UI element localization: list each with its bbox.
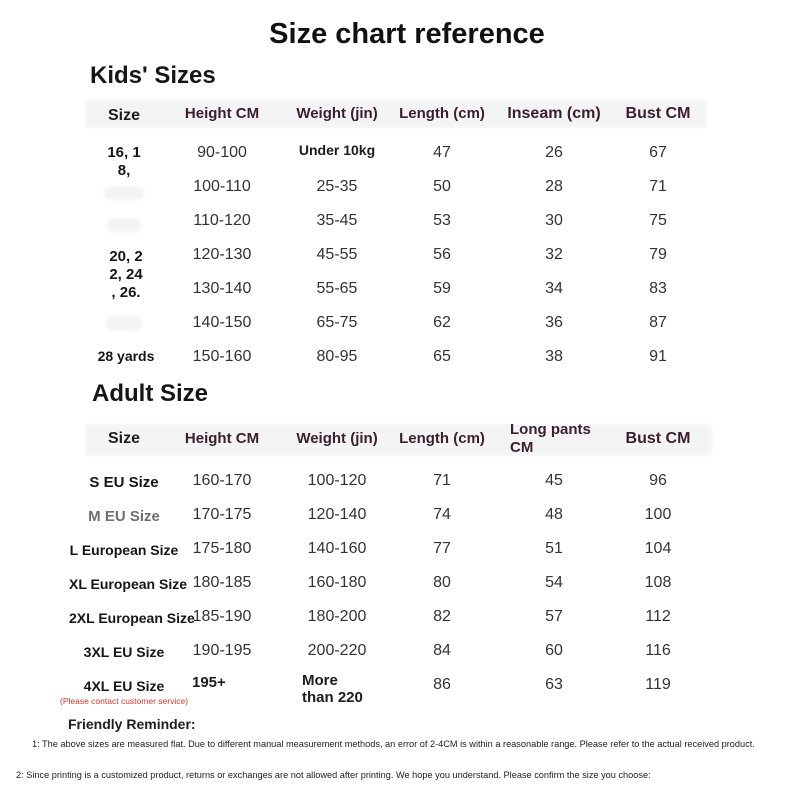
adult-col-header: Long pants CM	[510, 421, 591, 456]
kids-col-header: Weight (jin)	[296, 105, 378, 122]
adult-table-cell: 180-185	[192, 574, 252, 591]
kids-table-cell: 100-110	[193, 178, 251, 195]
kids-table-cell: 38	[545, 348, 563, 365]
kids-col-header: Size	[107, 107, 140, 124]
adult-size-label: 2XL European Size	[69, 610, 195, 626]
friendly-reminder-heading: Friendly Reminder:	[68, 716, 196, 732]
adult-table-cell: 195+	[192, 674, 226, 691]
kids-table-cell: 110-120	[193, 212, 251, 229]
kids-table-cell: 67	[649, 144, 667, 161]
kids-table-cell: 30	[545, 212, 563, 229]
adult-col-header: Size	[107, 430, 140, 447]
kids-table-cell: 56	[433, 246, 451, 263]
adult-table-cell: 60	[545, 642, 563, 659]
kids-table-cell: 26	[545, 144, 563, 161]
kids-table-cell: 34	[545, 280, 563, 297]
adult-col-header: Length (cm)	[399, 430, 485, 447]
blurred-placeholder	[107, 218, 141, 232]
adult-col-header: Weight (jin)	[296, 430, 378, 447]
adult-size-label: XL European Size	[69, 576, 187, 592]
kids-table-cell: 35-45	[316, 212, 358, 229]
kids-table-cell: 75	[649, 212, 667, 229]
adult-table-cell: 48	[545, 506, 563, 523]
adult-table-cell: 84	[433, 642, 451, 659]
adult-table-cell: 100-120	[307, 472, 367, 489]
adult-table-cell: 119	[645, 676, 671, 693]
adult-table-cell: More than 220	[302, 672, 363, 706]
adult-table-cell: 170-175	[192, 506, 252, 523]
adult-table-cell: 108	[644, 574, 672, 591]
kids-table-cell: 53	[433, 212, 451, 229]
reminder-note-1: 1: The above sizes are measured flat. Due to different manual measurement methods, an error of 2-4CM is within a reasonable range. Please refer to the actual received product.	[32, 739, 755, 749]
kids-section-heading: Kids' Sizes	[90, 62, 216, 89]
adult-size-label: S EU Size	[89, 474, 159, 491]
kids-table-cell: Under 10kg	[298, 142, 376, 158]
kids-table-cell: 36	[545, 314, 563, 331]
kids-col-header: Length (cm)	[399, 105, 485, 122]
kids-table-cell: 28	[545, 178, 563, 195]
kids-table-cell: 150-160	[192, 348, 252, 365]
adult-col-header: Bust CM	[625, 430, 691, 447]
kids-table-cell: 79	[649, 246, 667, 263]
page-title: Size chart reference	[269, 18, 545, 50]
adult-table-cell: 57	[545, 608, 563, 625]
adult-table-cell: 112	[645, 608, 671, 625]
kids-col-header: Bust CM	[625, 105, 691, 122]
adult-table-cell: 104	[644, 540, 672, 557]
kids-table-cell: 62	[433, 314, 451, 331]
adult-table-cell: 86	[433, 676, 451, 693]
adult-table-cell: 180-200	[307, 608, 367, 625]
kids-table-cell: 87	[649, 314, 667, 331]
reminder-note-2: 2: Since printing is a customized product, returns or exchanges are not allowed after printing. We hope you understand. Please confirm the size you choose:	[16, 770, 651, 780]
kids-table-cell: 90-100	[197, 144, 247, 161]
kids-size-group: 28 yards	[97, 348, 155, 364]
adult-section-heading: Adult Size	[92, 380, 209, 407]
adult-size-label: 4XL EU Size	[83, 678, 165, 694]
kids-table-cell: 65-75	[316, 314, 358, 331]
kids-table-cell: 50	[433, 178, 451, 195]
kids-table-cell: 83	[649, 280, 667, 297]
adult-table-cell: 120-140	[307, 506, 367, 523]
kids-table-cell: 80-95	[316, 348, 358, 365]
contact-service-note: (Please contact customer service)	[60, 696, 189, 706]
adult-size-label: M EU Size	[88, 508, 160, 525]
kids-size-group: 20, 2 2, 24 , 26.	[109, 248, 143, 301]
kids-col-header: Inseam (cm)	[507, 105, 601, 122]
kids-table-cell: 32	[545, 246, 563, 263]
adult-table-cell: 74	[433, 506, 451, 523]
adult-table-cell: 175-180	[192, 540, 252, 557]
adult-table-cell: 51	[545, 540, 563, 557]
adult-table-cell: 77	[433, 540, 451, 557]
kids-table-cell: 55-65	[316, 280, 358, 297]
kids-table-cell: 45-55	[316, 246, 358, 263]
adult-table-cell: 80	[433, 574, 451, 591]
adult-table-cell: 160-170	[192, 472, 252, 489]
kids-table-cell: 65	[433, 348, 451, 365]
blurred-placeholder	[104, 186, 144, 200]
kids-table-cell: 25-35	[316, 178, 358, 195]
adult-table-cell: 140-160	[307, 540, 367, 557]
kids-size-group: 16, 1 8,	[107, 144, 141, 179]
adult-table-cell: 45	[545, 472, 563, 489]
adult-col-header: Height CM	[184, 430, 260, 447]
blurred-placeholder	[106, 316, 142, 330]
adult-table-cell: 190-195	[192, 642, 252, 659]
adult-table-cell: 63	[545, 676, 563, 693]
adult-table-cell: 96	[649, 472, 667, 489]
kids-table-cell: 91	[649, 348, 667, 365]
adult-size-label: L European Size	[69, 542, 179, 558]
kids-table-cell: 47	[433, 144, 451, 161]
adult-table-cell: 100	[644, 506, 672, 523]
adult-size-label: 3XL EU Size	[83, 644, 165, 660]
kids-table-cell: 59	[433, 280, 451, 297]
kids-table-cell: 71	[649, 178, 667, 195]
kids-table-cell: 120-130	[192, 246, 252, 263]
adult-table-cell: 185-190	[192, 608, 252, 625]
adult-table-cell: 82	[433, 608, 451, 625]
adult-table-cell: 160-180	[307, 574, 367, 591]
kids-table-cell: 130-140	[192, 280, 252, 297]
kids-table-cell: 140-150	[192, 314, 252, 331]
adult-table-cell: 200-220	[307, 642, 367, 659]
adult-table-cell: 71	[433, 472, 451, 489]
kids-col-header: Height CM	[184, 105, 260, 122]
adult-table-cell: 54	[545, 574, 563, 591]
adult-table-cell: 116	[645, 642, 671, 659]
